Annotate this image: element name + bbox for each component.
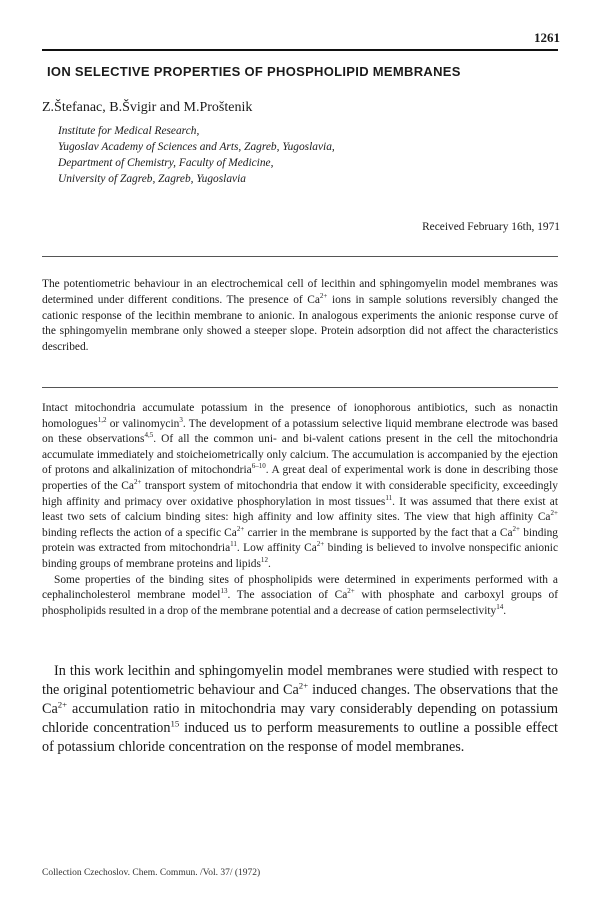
body-paragraph: In this work lecithin and sphingomyelin model membranes were studied with respect to the original potentiometric behaviour and $Ca^{2+}$ induced changes. The observations that the $Ca^{2+}$ accumulation ratio in mitochondria may vary considerably depending on potassium chloride concentration$^{15}$ induced us to perform measurements to outline a possible effect of potassium chloride concentration on the response of model membranes.	[42, 663, 558, 755]
introduction	[42, 401, 558, 619]
affiliation-line: Department of Chemistry, Faculty of Medicine,	[58, 157, 274, 169]
top-rule	[42, 49, 558, 51]
intro-paragraph-2: Some properties of the binding sites of phospholipids were determined in experiments performed with a cephalincholesterol membrane model$^{13}$. The association of $Ca^{2+}$ with phosphate and carboxyl groups of phospholipids resulted in a drop of the membrane potential and a decrease of cation permselectivity$^{14}$.	[42, 573, 558, 617]
authors: Z.Štefanac, B.Švigir and M.Proštenik	[42, 100, 253, 115]
article-title: ION SELECTIVE PROPERTIES OF PHOSPHOLIPID MEMBRANES	[47, 64, 461, 79]
abstract-top-rule	[42, 256, 558, 257]
received-date: Received February 16th, 1971	[422, 221, 560, 233]
page-number: 1261	[534, 30, 560, 45]
abstract-bottom-rule	[42, 387, 558, 388]
journal-footer: Collection Czechoslov. Chem. Commun. /Vol. 37/ (1972)	[42, 868, 261, 878]
affiliation-line: Institute for Medical Research,	[58, 125, 200, 137]
intro-paragraph-1: Intact mitochondria accumulate potassium in the presence of ionophorous antibiotics, such as nonactin homologues$^{1,2}$ or valinomycin$^3$. The development of a potassium selective liquid membrane electrode was based on these observations$^{4,5}$. Of all the common uni- and bi-valent cations present in the cell the mitochondria accumulate immediately and stoicheiometrically only calcium. The accumulation is accompanied by the ejection of protons and alkalinization of mitochondria$^{6-10}$. A great deal of experimental work is done in describing those properties of the $Ca^{2+}$ transport system of mitochondria that endow it with considerable specificity, exceedingly high affinity and primacy over oxidative phosphorylation in most tissues$^{11}$. It was assumed that there exist at least two sets of calcium binding sites: high affinity and low affinity sites. The view that high affinity $Ca^{2+}$ binding reflects the action of a specific $Ca^{2+}$ carrier in the membrane is supported by the fact that a $Ca^{2+}$ binding protein was extracted from mitochondria$^{11}$. Low affinity $Ca^{2+}$ binding is believed to involve nonspecific anionic binding groups of membrane proteins and lipids$^{12}$.	[42, 402, 559, 570]
affiliation-line: Yugoslav Academy of Sciences and Arts, Zagreb, Yugoslavia,	[58, 141, 335, 153]
affiliations	[58, 123, 335, 187]
affiliation-line: University of Zagreb, Zagreb, Yugoslavia	[58, 173, 246, 185]
abstract: The potentiometric behaviour in an electrochemical cell of lecithin and sphingomyelin model membranes was determined under different conditions. The presence of $Ca^{2+}$ ions in sample solutions reversibly changed the cationic response of the lecithin membrane to anionic. In analogous experiments the anionic response curve of the sphingomyelin membrane only showed a steeper slope. Protein adsorption did not affect the characteristics described.	[42, 278, 558, 354]
